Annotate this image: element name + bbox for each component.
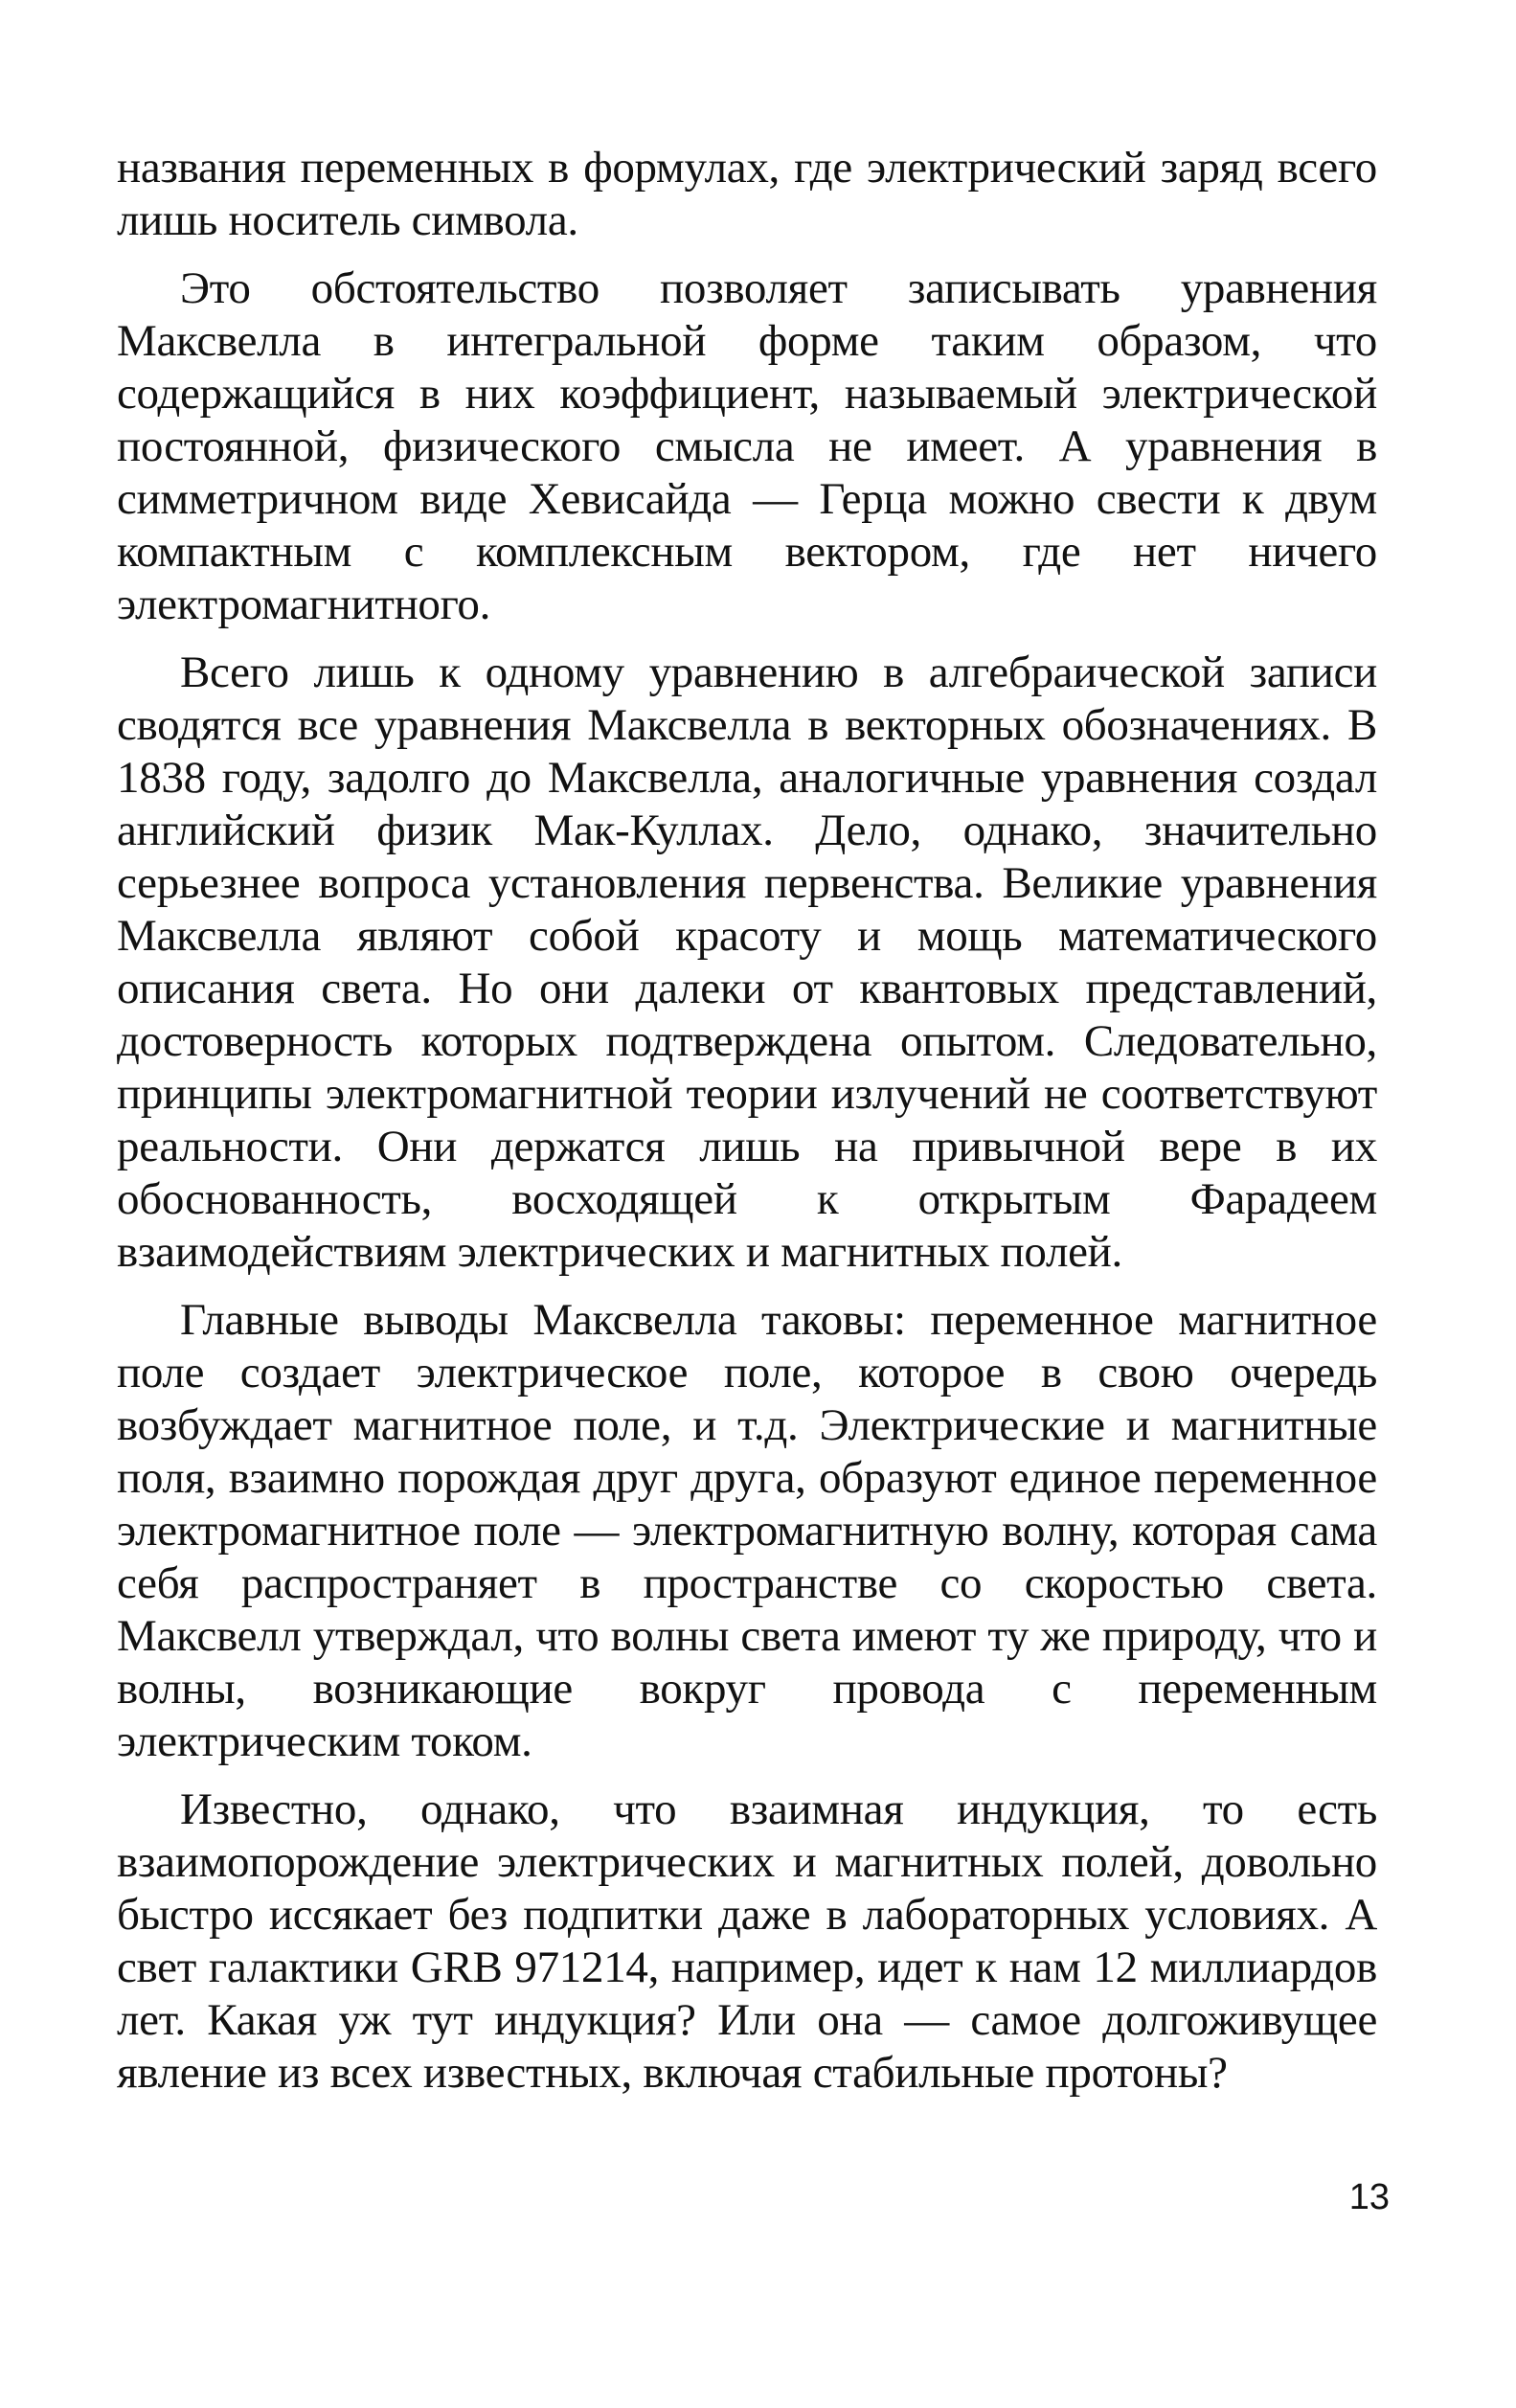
page-text-body: [117, 142, 1377, 2115]
paragraph: Это обстоятельство позволяет записывать уравнения Максвелла в интегральной форме таким образом, что содержащийся в них коэффициент, называемый электрической постоянной, физического смысла не имеет. А уравнения в симметричном виде Хевисайда — Герца можно свести к двум компактным с комплексным вектором, где нет ничего электромагнитного.: [117, 263, 1377, 629]
paragraph-continuation: названия переменных в формулах, где электрический заряд всего лишь носитель символа.: [117, 143, 1377, 245]
paragraph: Главные выводы Максвелла таковы: переменное магнитное поле создает электрическое поле, которое в свою очередь возбуждает магнитное поле, и т.д. Электрические и магнитные поля, взаимно порождая друг друга, образуют единое переменное электромагнитное поле — электромагнитную волну, которая сама себя распространяет в пространстве со скоростью света. Максвелл утверждал, что волны света имеют ту же природу, что и волны, возникающие вокруг провода с переменным электрическим током.: [117, 1295, 1377, 1766]
paragraph: Всего лишь к одному уравнению в алгебраической записи сводятся все уравнения Максвелла в векторных обозначениях. В 1838 году, задолго до Максвелла, аналогичные уравнения создал английский физик Мак-Куллах. Дело, однако, значительно серьезнее вопроса установления первенства. Великие уравнения Максвелла являют собой красоту и мощь математического описания света. Но они далеки от квантовых представлений, достоверность которых подтверждена опытом. Следовательно, принципы электромагнитной теории излучений не соответствуют реальности. Они держатся лишь на привычной вере в их обоснованность, восходящей к открытым Фарадеем взаимодействиям электрических и магнитных полей.: [117, 647, 1377, 1277]
paragraph: Известно, однако, что взаимная индукция, то есть взаимопорождение электрических и магнитных полей, довольно быстро иссякает без подпитки даже в лабораторных условиях. А свет галактики GRB 971214, например, идет к нам 12 миллиардов лет. Какая уж тут индукция? Или она — самое долгоживущее явление из всех известных, включая стабильные протоны?: [117, 1784, 1377, 2098]
page-number: 13: [1348, 2177, 1390, 2217]
